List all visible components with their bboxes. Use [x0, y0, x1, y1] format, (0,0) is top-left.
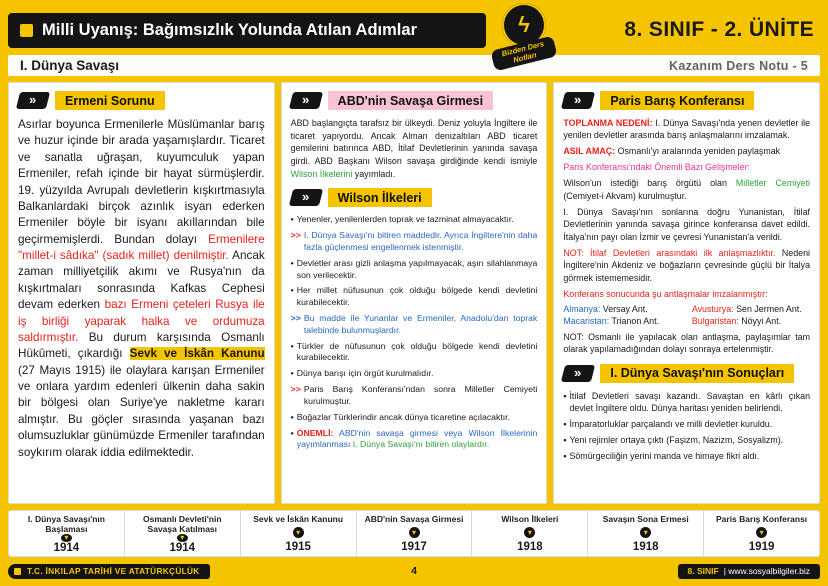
footer-grade: 8. SINIF: [687, 566, 719, 576]
page-title: Milli Uyanış: Bağımsızlık Yolunda Atılan Adımlar: [42, 20, 417, 39]
text-segment: Sen Jermen Ant.: [733, 303, 802, 314]
text-segment: I. Dünya Savaşı'nın sonlarına doğru Yunanistan, İtilaf Devletlerinin yanında savaşa girince konferansa davet edildi. İtalya'nın payı olan İzmir ve çevresi Yunanistan'a verildi.: [563, 206, 811, 242]
text-segment: Osmanlı'yı aralarında yeniden paylaşmak: [615, 146, 781, 157]
text-segment: Bulgaristan:: [691, 315, 739, 326]
text-segment: (27 Mayıs 1915) ile olaylara karışan Ermeniler ve onlara yardım edenleri ülkenin daha sakin bir bölgesi olan Suriye'ye nakletme kararı almıştır. Bu göçler sırasında yaşanan bazı olumsuzluklar günümüzde Ermeniler tarafından soykırım olarak iddia edilmektedir.: [18, 363, 265, 459]
list-item-text: [297, 368, 538, 380]
text-segment: Bu madde ile Yunanlar ve Ermeniler, Anadolu'dan toprak talebinde bulunmuşlardır.: [303, 313, 538, 335]
text-segment: NOT: İtilaf Devletleri arasındaki ilk anlaşmazlıktır.: [563, 247, 776, 258]
timeline-title: Osmanlı Devleti'nin Savaşa Katılması: [143, 514, 222, 534]
list-item: [291, 258, 538, 282]
unit-title-bar: [8, 13, 486, 48]
list-item: [563, 161, 810, 173]
timeline-year: 1919: [748, 540, 775, 553]
bullet-marker: •: [290, 368, 294, 379]
list-item: [563, 434, 810, 446]
list-item-text: [563, 145, 810, 157]
list-item-text: [569, 390, 810, 415]
text-segment: Boğazlar Türklerindir ancak dünya ticaretine açılacaktır.: [296, 411, 510, 422]
list-item-text: [304, 313, 538, 337]
bullet-marker: •: [290, 214, 294, 225]
timeline-year: 1914: [169, 542, 196, 555]
abd-paragraph: [291, 117, 538, 180]
section-title: Wilson İlkeleri: [328, 188, 432, 207]
timeline-title: Sevk ve İskân Kanunu: [253, 514, 344, 524]
bullet-marker: •: [290, 340, 294, 351]
section-header-sonuclar: [563, 364, 810, 383]
treaty-item: [692, 316, 810, 326]
chevrons-glyph: »: [28, 92, 38, 107]
text-segment: Ermenilere "millet-i sâdıka" (sadık millet) denilmiştir.: [18, 232, 265, 262]
text-segment: I. Dünya Savaşı'nda yenen devletler ile yenilen devletler arasında barış anlaşmalarını imzalamak.: [563, 118, 811, 141]
text-segment: Dünya barışı için örgüt kurulmalıdır.: [296, 368, 434, 379]
chevron-down-icon: [756, 527, 767, 538]
list-item: [291, 285, 538, 309]
timeline-item: [241, 511, 357, 556]
topic-title: I. Dünya Savaşı: [20, 58, 120, 73]
text-segment: Asırlar boyunca Ermenilerle Müslümanlar barış ve huzur içinde bir arada yaşamışlardır. Ticaret ve sanatla uğraşan, kuyumculuk yapan Ermeniler, refah içinde bir hayat sürmüşlerdir. 19. yüzyılda Avrupalı devletlerin kışkırtmasıyla Balkanlardaki birçok azınlık isyan ederken Ermeniler böyle bir isyanı akıllarından bile geçirmemişlerdi. Bundan dolayı: [18, 118, 265, 246]
list-item-text: [569, 418, 810, 430]
bullet-marker: •: [290, 411, 294, 422]
chevron-glyph: ▾: [527, 527, 532, 537]
text-segment: Her millet nüfusunun çok olduğu bölgede kendi devletini kurabilecektir.: [296, 285, 538, 308]
list-item: [563, 288, 810, 300]
text-segment: Wilson İlkelerini: [290, 168, 353, 179]
list-item: [563, 177, 810, 202]
list-item-text: [304, 384, 538, 408]
section-header-wilson: [291, 188, 538, 207]
bullet-marker: •: [563, 434, 567, 445]
text-segment: ÖNEMLİ:: [296, 427, 334, 438]
section-title: ABD'nin Savaşa Girmesi: [328, 91, 493, 110]
course-name-bar: [8, 564, 210, 579]
column-usa-wilson: [281, 82, 548, 504]
treaty-item: [563, 304, 684, 314]
timeline-item: [588, 511, 704, 556]
list-item-text: [297, 428, 538, 452]
chevrons-glyph: »: [301, 92, 310, 107]
list-item: [291, 214, 538, 226]
bullet-marker: •: [290, 257, 294, 268]
chevron-down-icon: [61, 534, 72, 542]
text-segment: I. Dünya Savaşı'nı bitiren olaylardır.: [350, 439, 490, 450]
chevron-glyph: ▾: [759, 527, 764, 537]
timeline-title: Savaşın Sona Ermesi: [602, 514, 689, 524]
wilson-principles-list: [291, 214, 538, 451]
list-item-text: [304, 230, 538, 254]
bullet-marker: >>: [290, 230, 301, 241]
text-segment: Milletler Cemiyeti: [735, 178, 811, 189]
chevron-down-icon: [524, 527, 535, 538]
chevron-glyph: ▾: [643, 527, 648, 537]
text-segment: İmparatorluklar parçalandı ve milli devletler kuruldu.: [569, 418, 773, 429]
list-item-text: [563, 161, 810, 173]
content-columns: [8, 82, 820, 504]
timeline-title: ABD'nin Savaşa Girmesi: [364, 514, 464, 524]
paris-lines: [563, 117, 810, 300]
timeline-year: 1915: [285, 540, 311, 553]
list-item-text: [297, 285, 538, 309]
list-item-text: [563, 117, 810, 142]
text-segment: Sevk ve İskân Kanunu: [129, 347, 265, 361]
text-segment: Avusturya:: [691, 303, 734, 314]
chevrons-icon: [561, 365, 595, 382]
brand-name-ribbon: Bizden Ders Notları: [490, 36, 557, 72]
bullet-marker: •: [290, 427, 294, 438]
list-item: [291, 313, 538, 337]
text-segment: İtilaf Devletleri savaşı kazandı. Savaştan en kârlı çıkan devlet İngiltere oldu. Dünya haritası yeniden belirlendi.: [569, 390, 811, 413]
list-item-text: [563, 247, 810, 284]
list-item: [291, 368, 538, 380]
section-header-paris: [563, 91, 810, 110]
timeline-year: 1917: [401, 540, 427, 553]
chevron-glyph: ▾: [64, 533, 69, 543]
text-segment: (Cemiyet-i Akvam) kurulmuştur.: [563, 190, 687, 201]
list-item: [563, 206, 810, 243]
site-bar: [678, 564, 820, 579]
text-segment: Sömürgeciliğin yerini manda ve himaye fikri aldı.: [569, 450, 760, 461]
chevron-down-icon: [177, 534, 188, 542]
course-name: T.C. İNKILAP TARİHİ VE ATATÜRKÇÜLÜK: [27, 566, 200, 576]
text-segment: Almanya:: [563, 303, 601, 314]
list-item: [291, 341, 538, 365]
list-item: [291, 384, 538, 408]
text-segment: Yeni rejimler ortaya çıktı (Faşizm, Nazizm, Sosyalizm).: [569, 434, 784, 445]
list-item: [563, 117, 810, 142]
bullet-marker: •: [563, 418, 567, 429]
list-item-text: [563, 331, 810, 356]
timeline-year: 1914: [53, 542, 80, 555]
note-number: Kazanım Ders Notu - 5: [669, 58, 808, 73]
text-segment: Versay Ant.: [600, 303, 648, 314]
grade-unit-label: 8. SINIF - 2. ÜNİTE: [624, 18, 814, 41]
timeline-item: [357, 511, 473, 556]
list-item: [563, 418, 810, 430]
treaty-item: [563, 316, 684, 326]
chevron-glyph: ▾: [411, 527, 416, 537]
timeline-item: [472, 511, 588, 556]
bullet-marker: >>: [290, 313, 301, 323]
footer-site: | www.sosyalbilgiler.biz: [723, 566, 810, 576]
chevrons-icon: [289, 189, 323, 206]
text-segment: Bu durum karşısında Osmanlı Hükûmeti, çıkardığı: [18, 330, 265, 361]
timeline-year: 1918: [517, 540, 543, 553]
chevrons-icon: [561, 92, 595, 109]
text-segment: I. Dünya Savaşı'nı bitiren maddedir. Ayrıca İngiltere'nin daha fazla güçlenmesi engellenmek istenmiştir.: [303, 230, 538, 252]
text-segment: bazı Ermeni çeteleri Rusya ile iş birliği yaparak halka ve ordumuza saldırmıştır.: [18, 298, 265, 344]
text-segment: Trianon Ant.: [609, 315, 660, 326]
timeline-item: [9, 511, 125, 556]
bullet-marker: >>: [290, 384, 301, 395]
text-segment: Ancak zaman milliyetçilik akımı ve Rusya'nın da kışkırtmaları sonrasında Kafkas Cephesi devam ederken: [18, 249, 265, 312]
list-item-text: [569, 434, 810, 446]
timeline-title: Wilson İlkeleri: [501, 514, 559, 524]
text-segment: Türkler de nüfusunun çok olduğu bölgede kendi devletini kurabilecektir.: [296, 340, 538, 363]
list-item: [291, 428, 538, 452]
text-segment: Paris Barış Konferansı'ndan sonra Milletler Cemiyeti kurulmuştur.: [303, 384, 538, 406]
lightning-glyph: ϟ: [518, 12, 530, 37]
chevron-down-icon: [640, 527, 651, 538]
timeline-item: [704, 511, 819, 556]
treaty-item: [692, 304, 810, 314]
bullet-marker: •: [563, 390, 567, 401]
brand-logo: [490, 3, 558, 65]
text-segment: Paris Konferansı'ndaki Önemli Bazı Gelişmeler:: [563, 162, 751, 173]
bullet-marker: •: [290, 285, 294, 296]
column-paris-results: [553, 82, 820, 504]
list-item: [563, 390, 810, 415]
text-segment: NOT: Osmanlı ile yapılacak olan antlaşma, paylaşımlar tam olarak yapılamadığından dolayı sonraya ertelenmiştir.: [563, 331, 811, 355]
treaties-grid: [563, 304, 810, 326]
timeline-title: I. Dünya Savaşı'nın Başlaması: [27, 514, 105, 534]
bookmark-icon: [20, 24, 33, 37]
chevrons-glyph: »: [574, 92, 583, 107]
ermeni-paragraph: [18, 117, 265, 461]
text-segment: Wilson'un istediği barış örgütü olan: [563, 178, 736, 189]
list-item: [563, 450, 810, 462]
list-item-text: [569, 450, 810, 462]
subheader-bar: [8, 55, 820, 76]
section-title: Paris Barış Konferansı: [600, 91, 754, 110]
list-item-text: [297, 258, 538, 282]
text-segment: Macaristan:: [563, 315, 610, 326]
timeline-year: 1918: [632, 540, 659, 553]
list-item-text: [297, 341, 538, 365]
text-segment: ABD'nin savaşa girmesi veya Wilson İlkelerinin yayımlanması: [296, 427, 538, 450]
text-segment: Nedeni İngiltere'nin Akdeniz ve boğazların çevresinde güçlü bir İtalya görmek istememesidir.: [563, 247, 811, 283]
section-title: I. Dünya Savaşı'nın Sonuçları: [600, 364, 794, 383]
chevrons-glyph: »: [301, 189, 310, 205]
section-title: Ermeni Sorunu: [55, 91, 165, 110]
text-segment: Nöyyi Ant.: [738, 315, 782, 326]
header-bar: [8, 8, 820, 65]
list-item: [291, 230, 538, 254]
text-segment: ASIL AMAÇ:: [563, 146, 616, 157]
list-item: [563, 331, 810, 356]
chevron-down-icon: [409, 527, 420, 538]
list-item-text: [563, 288, 810, 300]
chevron-down-icon: [293, 527, 304, 538]
bullet-marker: •: [563, 450, 567, 461]
text-segment: yayımladı.: [352, 168, 396, 179]
column-armenian-question: [8, 82, 275, 504]
chevrons-icon: [289, 92, 323, 109]
text-segment: Yenenler, yenilenlerden toprak ve tazminat almayacaktır.: [296, 214, 514, 225]
text-segment: ABD başlangıçta tarafsız bir ülkeydi. Deniz yoluyla İngiltere ile ticaret yapıyordu. Ancak Alman denizaltıları ABD ticaret gemilerini batırınca ABD, İtilaf Devletlerinin yanında savaşa girdi. ABD Başkanı Wilson savaşa girdiğinde kendi ismiyle: [290, 118, 538, 166]
page-number: 4: [411, 565, 417, 577]
list-item-text: [563, 177, 810, 202]
chevrons-icon: [16, 92, 50, 109]
text-segment: TOPLANMA NEDENİ:: [563, 118, 653, 128]
list-item: [563, 247, 810, 284]
list-item: [563, 145, 810, 157]
timeline-title: Paris Barış Konferansı: [715, 514, 808, 524]
chevron-glyph: ▾: [296, 527, 301, 537]
timeline-item: [125, 511, 241, 556]
chevrons-glyph: »: [574, 364, 583, 380]
chevron-glyph: ▾: [180, 533, 185, 543]
footer-bar: [8, 563, 820, 579]
paris-note: [563, 331, 810, 356]
text-segment: Devletler arası gizli anlaşma yapılmayacak, aşırı silahlanmaya son verilecektir.: [296, 257, 538, 280]
list-item-text: [297, 214, 538, 226]
timeline: [8, 510, 820, 557]
ww1-results-list: [563, 390, 810, 463]
text-segment: Konferans sonucunda şu antlaşmalar imzalanmıştır:: [563, 288, 768, 299]
section-header-abd: [291, 91, 538, 110]
list-item-text: [563, 206, 810, 243]
list-item: [291, 412, 538, 424]
square-icon: [14, 568, 21, 575]
list-item-text: [297, 412, 538, 424]
section-header-ermeni: [18, 91, 265, 110]
